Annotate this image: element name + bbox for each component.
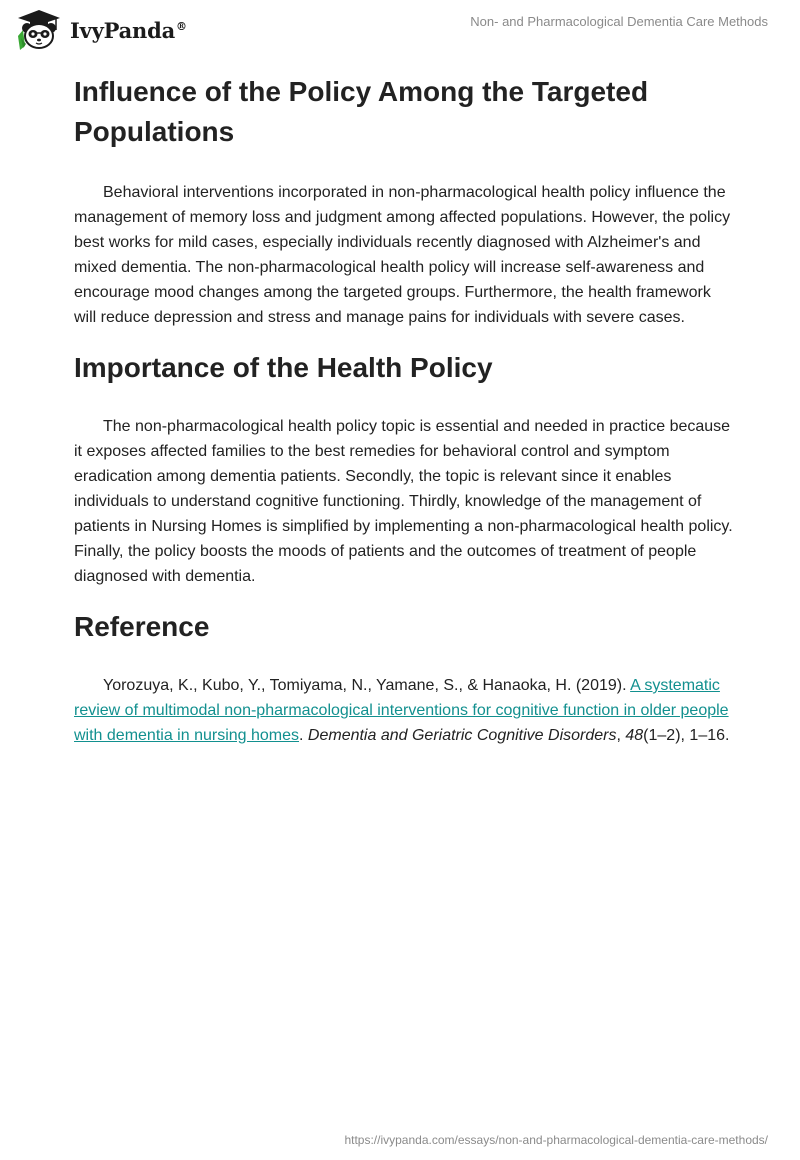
reference-authors: Yorozuya, K., Kubo, Y., Tomiyama, N., Yamane, S., & Hanaoka, H. (2019). — [103, 677, 631, 694]
brand-name: IvyPanda® — [70, 17, 187, 43]
brand-logo[interactable] — [14, 8, 187, 52]
reference-issue-pages: (1–2), 1–16. — [643, 727, 730, 744]
document-title: Non- and Pharmacological Dementia Care Methods — [470, 14, 768, 29]
importance-paragraph: The non-pharmacological health policy topic is essential and needed in practice because it exposes affected families to the best remedies for behavioral control and symptom eradication among dementia patients. Secondly, the topic is relevant since it enables individuals to understand cognitive functioning. Thirdly, knowledge of the management of patients in Nursing Homes is simplified by implementing a non-pharmacological health policy. Finally, the policy boosts the moods of patients and the outcomes of treatment of people diagnosed with dementia. — [74, 418, 733, 585]
reference-separator: . — [299, 727, 308, 744]
reference-comma: , — [616, 727, 626, 744]
panda-graduate-icon — [14, 8, 64, 52]
importance-heading: Importance of the Health Policy — [74, 352, 493, 383]
registered-mark: ® — [176, 19, 187, 33]
reference-volume: 48 — [625, 727, 644, 744]
reference-article-link[interactable]: A systematic review of multimodal non-pharmacological interventions for cognitive function in older people with dementia in nursing homes — [74, 677, 729, 744]
reference-heading: Reference — [74, 611, 210, 642]
influence-paragraph: Behavioral interventions incorporated in non-pharmacological health policy influence the management of memory loss and judgment among affected populations. However, the policy best works for mild cases, especially individuals recently diagnosed with Alzheimer's and mixed dementia. The non-pharmacological health policy will increase self-awareness and encourage mood changes among the targeted groups. Furthermore, the health framework will reduce depression and stress and manage pains for individuals with severe cases. — [74, 184, 731, 326]
reference-entry — [74, 673, 734, 748]
article-body — [74, 72, 734, 766]
influence-heading: Influence of the Policy Among the Targeted Populations — [74, 76, 649, 147]
source-url[interactable]: https://ivypanda.com/essays/non-and-pharmacological-dementia-care-methods/ — [344, 1133, 768, 1147]
page-header — [0, 0, 800, 60]
reference-journal: Dementia and Geriatric Cognitive Disorders — [307, 727, 617, 744]
